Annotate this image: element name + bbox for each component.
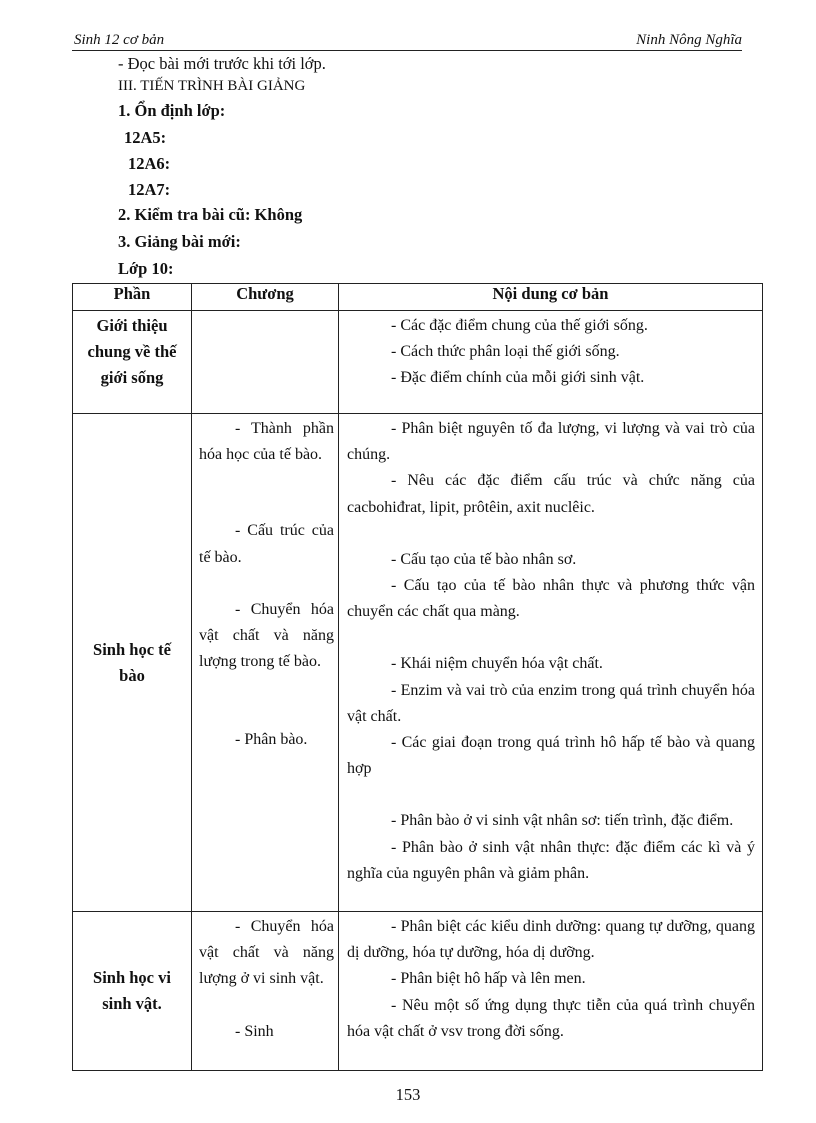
content-cell xyxy=(339,414,763,912)
list-item: - Phân biệt nguyên tố đa lượng, vi lượng và vai trò của chúng. xyxy=(347,420,755,464)
list-item: - Enzim và vai trò của enzim trong quá trình chuyển hóa vật chất. xyxy=(347,681,755,725)
list-item: - Cách thức phân loại thế giới sống. xyxy=(391,343,620,361)
list-item: - Nêu các đặc điểm cấu trúc và chức năng của cacbohiđrat, lipit, prôtêin, axit nuclêic. xyxy=(347,472,755,516)
table-row xyxy=(73,311,763,414)
list-item: - Phân biệt các kiểu dinh dưỡng: quang tự dưỡng, quang dị dưỡng, hóa tự dưỡng, hóa dị dưỡng. xyxy=(347,918,755,962)
column-header: Nội dung cơ bản xyxy=(339,284,763,311)
list-item: - Chuyển hóa vật chất và năng lượng trong tế bào. xyxy=(199,600,334,671)
list-item: - Phân bào ở vi sinh vật nhân sơ: tiến trình, đặc điểm. xyxy=(391,812,734,830)
list-item: - Chuyển hóa vật chất và năng lượng ở vi sinh vật. xyxy=(199,918,334,988)
list-item: - Các giai đoạn trong quá trình hô hấp tế bào và quang hợp xyxy=(347,734,755,778)
table-row xyxy=(73,912,763,1071)
list-item: - Phân bào ở sinh vật nhân thực: đặc điểm các kì và ý nghĩa của nguyên phân và giảm phân. xyxy=(347,838,755,882)
header-subject: Sinh 12 cơ bản xyxy=(74,32,165,48)
page-header xyxy=(72,30,742,51)
list-item: - Thành phần hóa học của tế bào. xyxy=(199,420,334,464)
section-name: Sinh học vi sinh vật. xyxy=(93,968,171,1013)
section-cell xyxy=(73,311,192,414)
list-item: - Phân biệt hô hấp và lên men. xyxy=(391,970,586,988)
list-item: - Khái niệm chuyển hóa vật chất. xyxy=(391,655,603,673)
content-list xyxy=(339,912,762,1045)
content-cell xyxy=(339,912,763,1071)
class-label: 12A6: xyxy=(128,154,171,173)
step-2-heading: 2. Kiểm tra bài cũ: Không xyxy=(118,205,303,224)
column-header: Phần xyxy=(73,284,192,311)
list-item: - Cấu tạo của tế bào nhân thực và phương thức vận chuyển các chất qua màng. xyxy=(347,577,755,621)
step-3-heading: 3. Giảng bài mới: xyxy=(118,232,241,251)
section-cell xyxy=(73,414,192,912)
page-number: 153 xyxy=(395,1085,421,1104)
section-heading: III. TIẾN TRÌNH BÀI GIẢNG xyxy=(118,78,306,94)
class-label: 12A5: xyxy=(124,128,167,147)
section-cell xyxy=(73,912,192,1071)
prep-line: - Đọc bài mới trước khi tới lớp. xyxy=(118,54,326,73)
header-author: Ninh Nông Nghĩa xyxy=(636,32,742,48)
chapter-cell xyxy=(192,912,339,1071)
grade-heading: Lớp 10: xyxy=(118,259,174,278)
chapter-list xyxy=(192,414,338,754)
class-label: 12A7: xyxy=(128,180,171,199)
step-1-heading: 1. Ổn định lớp: xyxy=(118,101,226,120)
list-item: - Cấu trúc của tế bào. xyxy=(199,522,334,566)
list-item: - Phân bào. xyxy=(235,731,308,749)
list-item: - Sinh xyxy=(235,1022,274,1040)
chapter-cell xyxy=(192,414,339,912)
curriculum-table xyxy=(72,283,763,1071)
chapter-cell xyxy=(192,311,339,414)
list-item: - Cấu tạo của tế bào nhân sơ. xyxy=(391,550,577,568)
chapter-list xyxy=(192,912,338,1045)
content-list xyxy=(339,311,762,392)
list-item: - Các đặc điểm chung của thế giới sống. xyxy=(391,317,648,334)
list-item: - Đặc điểm chính của mỗi giới sinh vật. xyxy=(391,369,645,387)
column-header: Chương xyxy=(192,284,339,311)
table-row xyxy=(73,414,763,912)
section-name: Giới thiệu chung về thế giới sống xyxy=(87,316,177,387)
section-name: Sinh học tế bào xyxy=(93,639,171,685)
content-list xyxy=(339,414,762,887)
list-item: - Nêu một số ứng dụng thực tiễn của quá trình chuyển hóa vật chất ở vsv trong đời sống. xyxy=(347,996,755,1040)
content-cell xyxy=(339,311,763,414)
table-header-row xyxy=(73,284,763,311)
